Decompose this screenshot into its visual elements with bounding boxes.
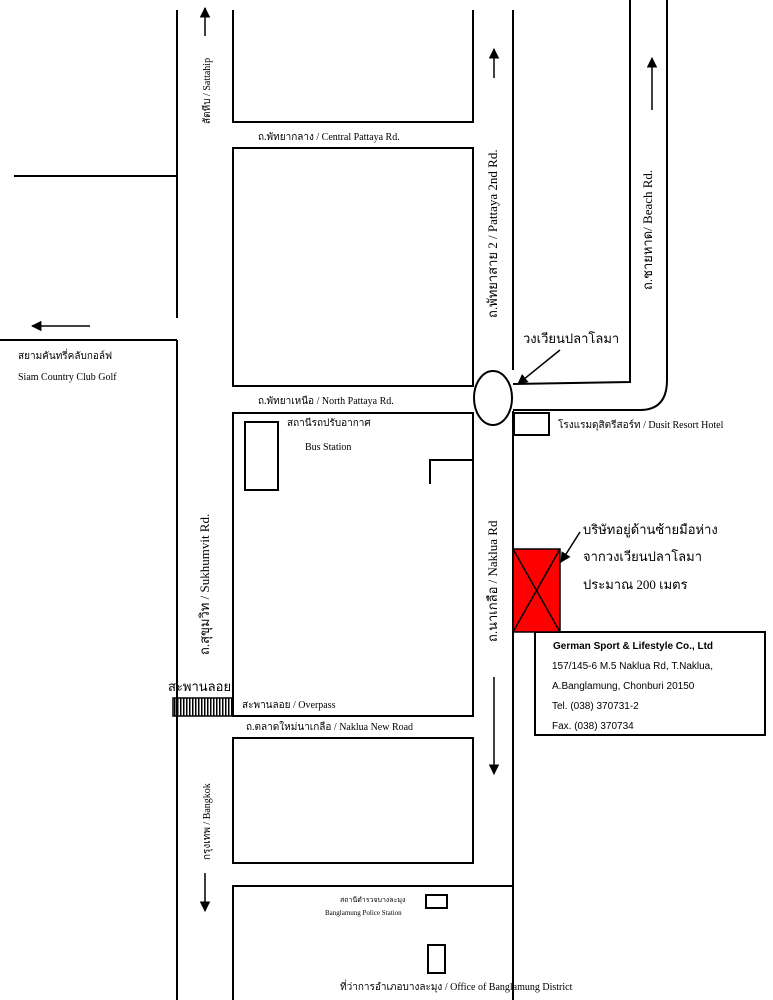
bangkok-road-label: กรุงเทพ / Bangkok [202, 783, 213, 860]
company-name: German Sport & Lifestyle Co., Ltd [553, 641, 714, 652]
overpass-thai-label: สะพานลอย [168, 679, 232, 694]
sattahip-road-label: สัตหีบ / Sattahip [202, 57, 213, 124]
arrow-to-company [561, 532, 580, 562]
beach-road-label: ถ.ชายหาด/ Beach Rd. [640, 169, 655, 290]
dusit-hotel-building [514, 413, 549, 435]
police-station-thai-label: สถานีตำรวจบางละมุง [340, 896, 406, 904]
sukhumvit-road-label: ถ.สุขุมวิท / Sukhumvit Rd. [197, 513, 212, 655]
company-address-line1: 157/145-6 M.5 Naklua Rd, T.Naklua, [552, 661, 714, 672]
siam-golf-english-label: Siam Country Club Golf [18, 372, 117, 383]
district-office-building [428, 945, 445, 973]
naklua-new-road-label: ถ.ตลาดใหม่นาเกลือ / Naklua New Road [246, 722, 414, 733]
arrow-to-roundabout [518, 350, 560, 384]
central-block [233, 148, 473, 386]
bus-station-english-label: Bus Station [305, 442, 352, 453]
district-office-label: ที่ว่าการอำเภอบางละมุง / Office of Banglamung District [340, 982, 573, 993]
bus-station-thai-label: สถานีรถปรับอากาศ [287, 418, 371, 429]
small-structure [430, 460, 473, 484]
bus-station-building [245, 422, 278, 490]
company-address-line2: A.Banglamung, Chonburi 20150 [552, 681, 695, 692]
beach-road-left-edge [513, 0, 630, 384]
overpass-bridge [173, 698, 233, 716]
company-location-marker [513, 549, 560, 632]
top-block [233, 10, 473, 122]
north-pattaya-road-label: ถ.พัทยาเหนือ / North Pattaya Rd. [258, 396, 394, 407]
dusit-hotel-label: โรงแรมดุสิตรีสอร์ท / Dusit Resort Hotel [558, 420, 724, 431]
roundabout-label: วงเวียนปลาโลมา [523, 331, 620, 346]
direction-note-line1: บริษัทอยู่ด้านซ้ายมือห่าง [583, 522, 718, 537]
overpass-label: สะพานลอย / Overpass [242, 700, 336, 711]
company-fax: Fax. (038) 370734 [552, 721, 634, 732]
company-phone: Tel. (038) 370731-2 [552, 701, 639, 712]
police-station-building [426, 895, 447, 908]
dolphin-roundabout [474, 371, 512, 425]
south-block [233, 738, 473, 863]
police-station-english-label: Banglamung Police Station [325, 909, 402, 917]
bus-station-block [233, 413, 473, 716]
pattaya-2nd-road-label: ถ.พัทยาสาย 2 / Pattaya 2nd Rd. [485, 149, 500, 318]
direction-note-line3: ประมาณ 200 เมตร [583, 577, 688, 592]
siam-golf-thai-label: สยามคันทรี่คลับกอล์ฟ [18, 351, 113, 362]
central-pattaya-road-label: ถ.พัทยากลาง / Central Pattaya Rd. [258, 132, 400, 143]
naklua-road-label: ถ.นาเกลือ / Naklua Rd [485, 520, 500, 642]
direction-note-line2: จากวงเวียนปลาโลมา [583, 549, 703, 564]
